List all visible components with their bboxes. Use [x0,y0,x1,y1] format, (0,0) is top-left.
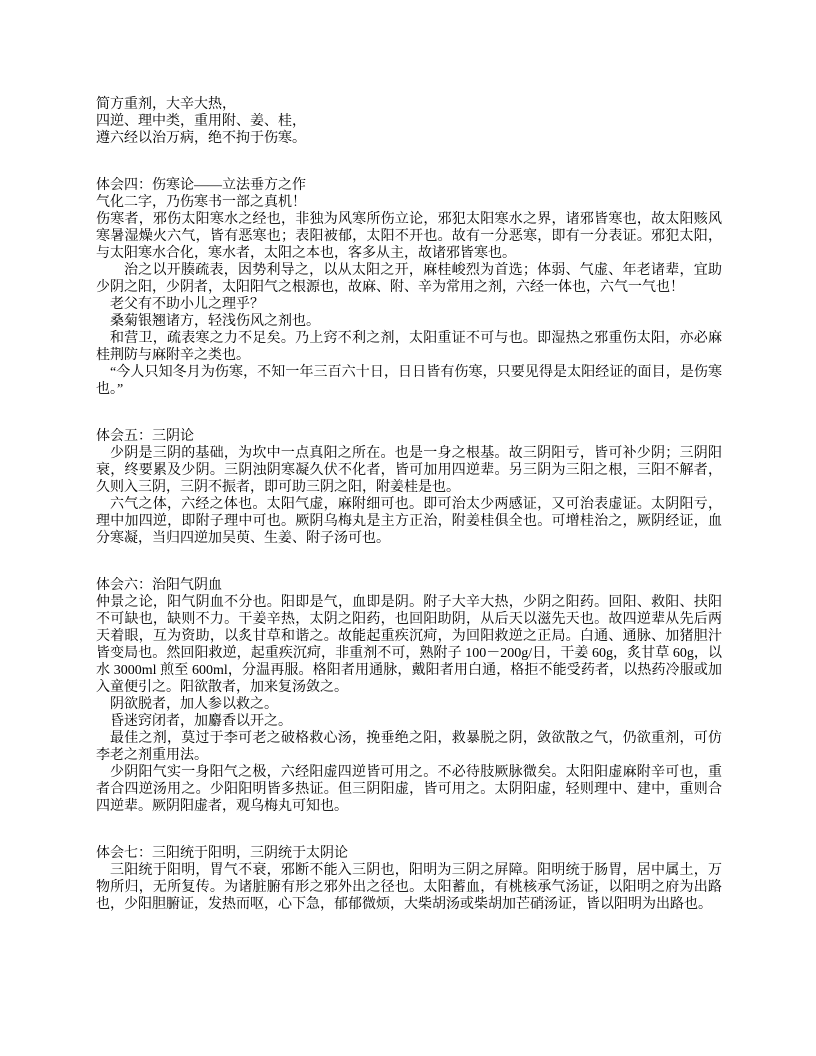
section-heading: 体会七：三阳统于阳明，三阴统于太阴论 [96,846,348,861]
paragraph [96,96,722,147]
paragraph: 三阳统于阳明，胃气不衰，邪断不能入三阴也，阳明为三阴之屏障。阳明统于肠胃，居中属土，万物所归，无所复传。为诸脏腑有形之邪外出之径也。太阳蓄血，有桃核承气汤证，以阳明之府为出路也，少阳胆腑证，发热而呕，心下急，郁郁微烦，大柴胡汤或柴胡加芒硝汤证，皆以阳明为出路也。 [96,863,722,912]
paragraph: 伤寒者，邪伤太阳寒水之经也，非独为风寒所伤立论，邪犯太阳寒水之界，诸邪皆寒也，故太阳赅风寒暑湿燥火六气，皆有恶寒也；表阳被郁，太阳不开也。故有一分恶寒，即有一分表证。邪犯太阳，与太阳寒水合化，寒水者，太阳之本也，客多从主，故诸邪皆寒也。 [96,212,722,261]
paragraph: 桑菊银翘诸方，轻浅伤风之剂也。 [110,314,320,329]
paragraph: “今人只知冬月为伤寒，不知一年三百六十日，日日皆有伤寒，只要见得是太阳经证的面目，是伤寒也。” [96,365,722,397]
section-heading: 体会六：治阳气阴血 [96,578,222,593]
paragraph: 气化二字，乃伤寒书一部之真机！ [96,195,306,210]
paragraph: 六气之体，六经之体也。太阳气虚，麻附细可也。即可治太少两感证，又可治表虚证。太阴阳亏，理中加四逆，即附子理中可也。厥阴乌梅丸是主方正治，附姜桂俱全也。可增桂治之，厥阴经证，血分寒凝，当归四逆加吴萸、生姜、附子汤可也。 [96,497,722,546]
text-line: 四逆、理中类，重用附、姜、桂， [96,114,306,129]
document-body [96,96,722,913]
section-heading: 体会四：伤寒论——立法垂方之作 [96,178,306,193]
paragraph: 阴欲脱者，加人参以救之。 [110,697,278,712]
paragraph: 少阴是三阴的基础，为坎中一点真阳之所在。也是一身之根基。故三阴阳亏，皆可补少阴；三阴阳衰，终要累及少阴。三阴浊阴寒凝久伏不化者，皆可加用四逆辈。另三阴为三阳之根，三阳不解者，久则入三阴，三阴不振者，即可助三阴之阳，附姜桂是也。 [96,446,722,495]
paragraph: 昏迷窍闭者，加麝香以开之。 [110,714,292,729]
text-line: 简方重剂，大辛大热， [96,97,236,112]
paragraph: 最佳之剂，莫过于李可老之破格救心汤，挽垂绝之阳，救暴脱之阴，敛欲散之气，仍欲重剂，可仿李老之剂重用法。 [96,731,722,763]
text-line: 遵六经以治万病，绝不拘于伤寒。 [96,131,306,146]
paragraph: 仲景之论，阳气阴血不分也。阳即是气，血即是阴。附子大辛大热，少阴之阳药。回阳、救阳、扶阳不可缺也，缺则不力。干姜辛热，太阴之阳药，也回阳助阴，从后天以滋先天也。故四逆辈从先后两天着眼，互为资助，以炙甘草和谐之。故能起重疾沉疴，为回阳救逆之正局。白通、通脉、加猪胆汁皆变局也。然回阳救逆，起重疾沉疴，非重剂不可，熟附子 100－200g/日，干姜 60g，炙甘草 60g，以水 3000ml 煎至 600ml，分温再服。格阳者用通脉，戴阳者用白通，格拒不能受药者，以热药冷服或加入童便引之。阳欲散者，加来复汤敛之。 [96,595,722,695]
section-heading: 体会五：三阴论 [96,429,194,444]
paragraph: 少阴阳气实一身阳气之极，六经阳虚四逆皆可用之。不必待肢厥脉微矣。太阳阳虚麻附辛可也，重者合四逆汤用之。少阳阳明皆多热证。但三阴阳虚，皆可用之。太阴阳虚，轻则理中、建中，重则合四逆辈。厥阴阳虚者，观乌梅丸可知也。 [96,765,722,814]
paragraph: 老父有不助小儿之理乎？ [110,297,264,312]
paragraph: 治之以开腠疏表，因势利导之，以从太阳之开，麻桂峻烈为首选；体弱、气虚、年老诸辈，宜助少阴之阳，少阴者，太阳阳气之根源也，故麻、附、辛为常用之剂，六经一体也，六气一气也！ [96,263,722,295]
paragraph: 和营卫，疏表寒之力不足矣。乃上窍不利之剂，太阳重证不可与也。即湿热之邪重伤太阳，亦必麻桂荆防与麻附辛之类也。 [96,331,722,363]
